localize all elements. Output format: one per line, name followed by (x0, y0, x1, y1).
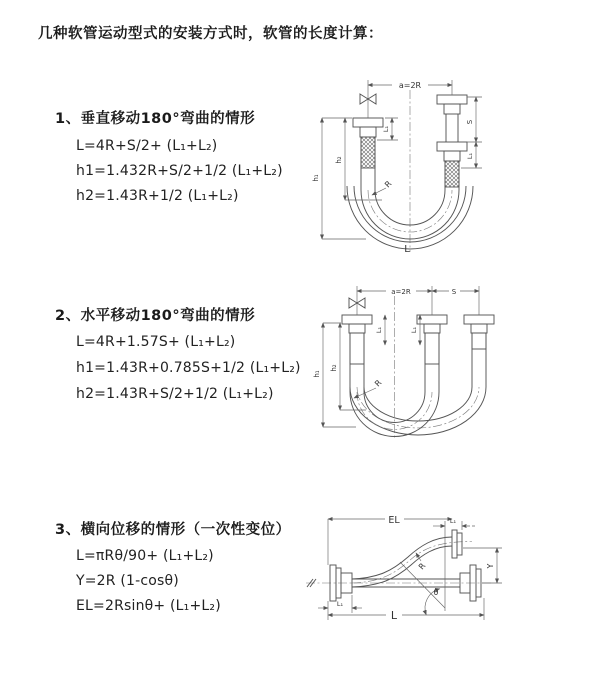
left-pipe-fitting (353, 118, 383, 168)
dimension-l1-fittings (375, 315, 420, 345)
dimension-l (328, 598, 484, 622)
diagram-horizontal-180-bend (308, 282, 498, 454)
braided-hose-section (425, 333, 439, 364)
formula-line: L=4R+1.57S+ (L₁+L₂) (76, 334, 236, 350)
dimension-l1-right (461, 142, 482, 168)
dim-label-h1: h₁ (312, 174, 320, 182)
dim-label-theta: θ (433, 588, 439, 597)
dimension-y (463, 548, 502, 583)
right-pipe-fittings (437, 95, 467, 187)
braided-hose-section (350, 333, 364, 364)
page-title: 几种软管运动型式的安装方式时，软管的长度计算： (38, 26, 383, 42)
radius-callout (416, 553, 428, 571)
formula-line: L=πRθ/90+ (L₁+L₂) (76, 548, 214, 564)
section-3-heading: 3、横向位移的情形（一次性变位） (55, 522, 291, 538)
diagram-lateral-displacement (300, 503, 505, 633)
dimension-s-right (466, 97, 482, 142)
formula-line: h2=1.43R+1/2 (L₁+L₂) (76, 188, 239, 204)
section-2-heading: 2、水平移动180°弯曲的情形 (55, 308, 256, 324)
valve-icon (360, 92, 376, 118)
dim-label-h1: h₁ (313, 370, 321, 378)
dimension-el (328, 515, 452, 565)
formula-line: EL=2Rsinθ+ (L₁+L₂) (76, 598, 221, 614)
pipe-fittings (342, 315, 494, 364)
dim-label-l1: L₁ (449, 517, 457, 525)
formula-line: L=4R+S/2+ (L₁+L₂) (76, 138, 218, 154)
braided-hose-section (472, 333, 486, 349)
dim-label-l1: L₁ (410, 326, 418, 334)
dim-label-a2r: a=2R (391, 288, 411, 296)
dim-label-l1: L₁ (375, 326, 383, 334)
formula-line: h1=1.43R+0.785S+1/2 (L₁+L₂) (76, 360, 301, 376)
hose-u-bends (350, 296, 486, 440)
valve-icon (349, 297, 365, 315)
dim-label-r: R (383, 179, 394, 190)
dim-label-l-total: L (404, 244, 410, 255)
dim-label-s: S (466, 119, 474, 125)
displaced-hose-s-curve (352, 537, 472, 587)
dim-label-l: L (390, 609, 398, 622)
dimension-h2 (330, 323, 366, 410)
dim-label-l1: L₁ (382, 125, 390, 133)
diagram-vertical-180-bend (308, 72, 493, 257)
formula-line: h2=1.43R+S/2+1/2 (L₁+L₂) (76, 386, 274, 402)
dim-label-r: R (416, 561, 428, 572)
dimension-l1-left (377, 118, 398, 140)
dim-label-r: R (373, 378, 384, 389)
dim-label-h2: h₂ (330, 364, 338, 372)
dim-label-a2r: a=2R (398, 81, 422, 90)
dimension-a2r-and-s (357, 285, 479, 315)
straight-hose (306, 579, 492, 587)
braided-hose-section (361, 137, 375, 168)
section-1-heading: 1、垂直移动180°弯曲的情形 (55, 111, 256, 127)
formula-line: h1=1.432R+S/2+1/2 (L₁+L₂) (76, 163, 283, 179)
formula-line: Y=2R (1-cosθ) (76, 573, 179, 589)
dim-label-y: Y (486, 563, 495, 569)
dim-label-s: S (451, 288, 457, 296)
left-flange (330, 565, 352, 601)
dim-label-l1: L₁ (466, 152, 474, 160)
dim-label-el: EL (388, 515, 400, 526)
dim-label-h2: h₂ (335, 156, 343, 164)
braided-hose-section (445, 161, 459, 187)
upper-flange (452, 530, 462, 558)
dim-label-l1: L₁ (336, 600, 344, 608)
